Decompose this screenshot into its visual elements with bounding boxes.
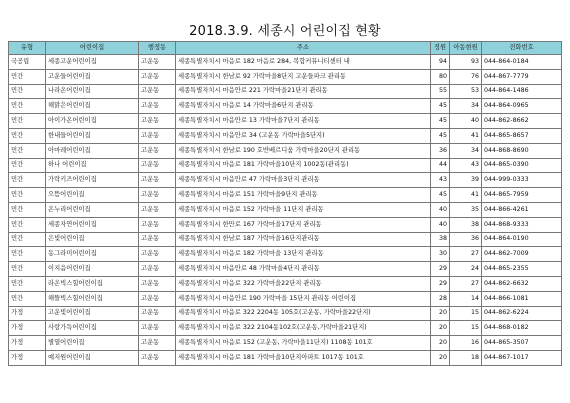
cell-name: 별열어린이집 [46,336,139,351]
cell-enrolled: 93 [450,55,482,70]
cell-name: 아이가온어린이집 [46,114,139,129]
table-row [9,128,562,143]
cell-address: 세종특별자치시 마음로 322 2104동102호(고운동,가락마을21단지) [176,321,431,336]
cell-name: 고운들어린이집 [46,69,139,84]
cell-phone: 044-868-8690 [482,143,562,158]
cell-phone: 044-867-7779 [482,69,562,84]
cell-address: 세종특별자치시 한만로 167 가락마을17단지 관리동 [176,217,431,232]
cell-enrolled: 36 [450,232,482,247]
header-address: 주소 [176,42,431,55]
cell-type: 국공립 [9,55,46,70]
cell-enrolled: 43 [450,158,482,173]
cell-enrolled: 41 [450,188,482,203]
cell-address: 세종특별자치시 마음안로 13 가락마을7단지 관리동 [176,114,431,129]
table-row [9,69,562,84]
document-title: 2018.3.9. 세종시 어린이집 현황 [189,24,381,39]
cell-dong: 고운동 [139,128,176,143]
cell-type: 민간 [9,173,46,188]
cell-type: 민간 [9,217,46,232]
cell-capacity: 36 [431,143,450,158]
cell-phone: 044-864-0184 [482,55,562,70]
cell-enrolled: 14 [450,291,482,306]
cell-address: 세종특별자치시 한남로 190 호반베르디움 가락마을20단지 관리동 [176,143,431,158]
cell-type: 가정 [9,336,46,351]
cell-name: 고운빛어린이집 [46,306,139,321]
cell-dong: 고운동 [139,217,176,232]
cell-name: 해맑은어린이집 [46,99,139,114]
table-row [9,55,562,70]
cell-name: 동그라미어린이집 [46,247,139,262]
cell-capacity: 45 [431,99,450,114]
cell-name: 으뜸어린이집 [46,188,139,203]
cell-phone: 044-864-0965 [482,99,562,114]
cell-address: 세종특별자치시 마음로 152 (고운동, 가락마을11단지) 1108동 101호 [176,336,431,351]
table-row [9,84,562,99]
cell-dong: 고운동 [139,158,176,173]
cell-name: 아마레어린이집 [46,143,139,158]
cell-type: 민간 [9,232,46,247]
cell-address: 세종특별자치시 마음로 181 가락마을10단지 1002동(관리동) [176,158,431,173]
cell-type: 민간 [9,202,46,217]
cell-address: 세종특별자치시 마음안로 47 가락마을3단지 관리동 [176,173,431,188]
cell-type: 민간 [9,188,46,203]
cell-capacity: 29 [431,262,450,277]
cell-enrolled: 16 [450,336,482,351]
cell-dong: 고운동 [139,262,176,277]
cell-dong: 고운동 [139,55,176,70]
cell-address: 세종특별자치시 마음로 322 가락마을22단지 관리동 [176,276,431,291]
cell-enrolled: 15 [450,321,482,336]
cell-phone: 044-865-8657 [482,128,562,143]
cell-address: 세종특별자치시 한남로 187 가락마을16단지관리동 [176,232,431,247]
table-row [9,173,562,188]
cell-dong: 고운동 [139,188,176,203]
table-row [9,99,562,114]
cell-type: 민간 [9,262,46,277]
cell-capacity: 40 [431,217,450,232]
cell-phone: 044-866-4261 [482,202,562,217]
cell-enrolled: 53 [450,84,482,99]
cell-phone: 044-862-7009 [482,247,562,262]
cell-name: 라온빅스힐어린이집 [46,276,139,291]
cell-type: 민간 [9,84,46,99]
table-row [9,247,562,262]
cell-phone: 044-868-9333 [482,217,562,232]
cell-address: 세종특별자치시 마음안로 34 (고운동 가락마을5단지) [176,128,431,143]
cell-type: 가정 [9,321,46,336]
cell-dong: 고운동 [139,306,176,321]
cell-type: 민간 [9,114,46,129]
cell-address: 세종특별자치시 마음로 14 가락마을6단지 관리동 [176,99,431,114]
table-row [9,321,562,336]
cell-name: 나라온어린이집 [46,84,139,99]
cell-capacity: 45 [431,188,450,203]
cell-enrolled: 27 [450,276,482,291]
cell-phone: 044-865-3507 [482,336,562,351]
cell-type: 민간 [9,99,46,114]
cell-dong: 고운동 [139,173,176,188]
cell-dong: 고운동 [139,114,176,129]
cell-type: 민간 [9,143,46,158]
cell-capacity: 29 [431,276,450,291]
daycare-table [8,41,562,366]
table-row [9,350,562,365]
cell-type: 가정 [9,350,46,365]
cell-name: 가락키즈어린이집 [46,173,139,188]
table-row [9,188,562,203]
table-row [9,291,562,306]
header-dong: 행정동 [139,42,176,55]
cell-phone: 044-866-1081 [482,291,562,306]
cell-phone: 044-862-6632 [482,276,562,291]
cell-capacity: 20 [431,350,450,365]
cell-dong: 고운동 [139,69,176,84]
cell-type: 가정 [9,306,46,321]
cell-address: 세종특별자치시 마음로 182 마음로 284, 복합커뮤니티센터 내 [176,55,431,70]
cell-name: 세종자연어린이집 [46,217,139,232]
cell-address: 세종특별자치시 마음로 182 가락마을 13단지 관리동 [176,247,431,262]
cell-phone: 044-999-0333 [482,173,562,188]
cell-address: 세종특별자치시 마음안로 48 가락마을4단지 관리동 [176,262,431,277]
cell-phone: 044-864-0190 [482,232,562,247]
cell-dong: 고운동 [139,232,176,247]
cell-address: 세종특별자치시 마음로 181 가락마을10단지아파트 1017동 101호 [176,350,431,365]
cell-dong: 고운동 [139,84,176,99]
cell-capacity: 80 [431,69,450,84]
cell-enrolled: 41 [450,128,482,143]
cell-name: 해뜰빅스힐어린이집 [46,291,139,306]
cell-enrolled: 40 [450,114,482,129]
cell-address: 세종특별자치시 한남로 92 가락마을8단지 고운들파크 관리동 [176,69,431,84]
cell-address: 세종특별자치시 마음로 322 2204동 105호(고운동, 가락마을22단지) [176,306,431,321]
cell-enrolled: 34 [450,143,482,158]
cell-enrolled: 27 [450,247,482,262]
table-row [9,114,562,129]
cell-name: 세종고운어린이집 [46,55,139,70]
header-phone: 전화번호 [482,42,562,55]
cell-phone: 044-867-1017 [482,350,562,365]
cell-phone: 044-865-0390 [482,158,562,173]
cell-name: 은빛어린이집 [46,232,139,247]
cell-capacity: 94 [431,55,450,70]
cell-name: 예지원어린이집 [46,350,139,365]
cell-capacity: 30 [431,247,450,262]
header-type: 유형 [9,42,46,55]
table-row [9,232,562,247]
cell-dong: 고운동 [139,143,176,158]
cell-enrolled: 24 [450,262,482,277]
header-capacity: 정원 [431,42,450,55]
cell-phone: 044-864-1486 [482,84,562,99]
cell-enrolled: 76 [450,69,482,84]
cell-capacity: 28 [431,291,450,306]
cell-capacity: 40 [431,202,450,217]
table-row [9,336,562,351]
cell-capacity: 45 [431,114,450,129]
cell-enrolled: 15 [450,306,482,321]
header-enrolled: 아동현원 [450,42,482,55]
cell-dong: 고운동 [139,321,176,336]
cell-name: 사랑가득어린이집 [46,321,139,336]
cell-capacity: 20 [431,336,450,351]
cell-address: 세종특별자치시 마음안로 190 가락마을 15단지 관리동 어린이집 [176,291,431,306]
table-row [9,306,562,321]
cell-capacity: 38 [431,232,450,247]
cell-dong: 고운동 [139,336,176,351]
cell-phone: 044-862-8662 [482,114,562,129]
cell-address: 세종특별자치시 마음로 152 가락마을 11단지 관리동 [176,202,431,217]
cell-enrolled: 39 [450,173,482,188]
cell-type: 민간 [9,128,46,143]
table-row [9,158,562,173]
cell-dong: 고운동 [139,202,176,217]
cell-type: 민간 [9,158,46,173]
cell-type: 민간 [9,276,46,291]
cell-enrolled: 34 [450,99,482,114]
header-row [9,42,562,55]
cell-phone: 044-865-2355 [482,262,562,277]
table-row [9,143,562,158]
cell-capacity: 43 [431,173,450,188]
table-body [9,55,562,366]
table-row [9,276,562,291]
cell-phone: 044-865-7959 [482,188,562,203]
table-row [9,262,562,277]
cell-name: 한내들어린이집 [46,128,139,143]
table-row [9,217,562,232]
cell-enrolled: 18 [450,350,482,365]
cell-dong: 고운동 [139,291,176,306]
cell-capacity: 20 [431,306,450,321]
cell-address: 세종특별자치시 마음로 151 가락마을9단지 관리동 [176,188,431,203]
cell-type: 민간 [9,69,46,84]
cell-address: 세종특별자치시 마음안로 221 가락마을21단지 관리동 [176,84,431,99]
cell-name: 이지음어린이집 [46,262,139,277]
cell-dong: 고운동 [139,247,176,262]
cell-capacity: 55 [431,84,450,99]
cell-enrolled: 35 [450,202,482,217]
cell-capacity: 44 [431,158,450,173]
cell-phone: 044-862-6224 [482,306,562,321]
cell-type: 민간 [9,291,46,306]
cell-name: 하나 어린이집 [46,158,139,173]
cell-dong: 고운동 [139,350,176,365]
cell-type: 민간 [9,247,46,262]
cell-phone: 044-868-0182 [482,321,562,336]
cell-capacity: 20 [431,321,450,336]
table-row [9,202,562,217]
cell-name: 온누리어린이집 [46,202,139,217]
header-name: 어린이집 [46,42,139,55]
cell-capacity: 45 [431,128,450,143]
cell-dong: 고운동 [139,99,176,114]
cell-dong: 고운동 [139,276,176,291]
cell-enrolled: 38 [450,217,482,232]
